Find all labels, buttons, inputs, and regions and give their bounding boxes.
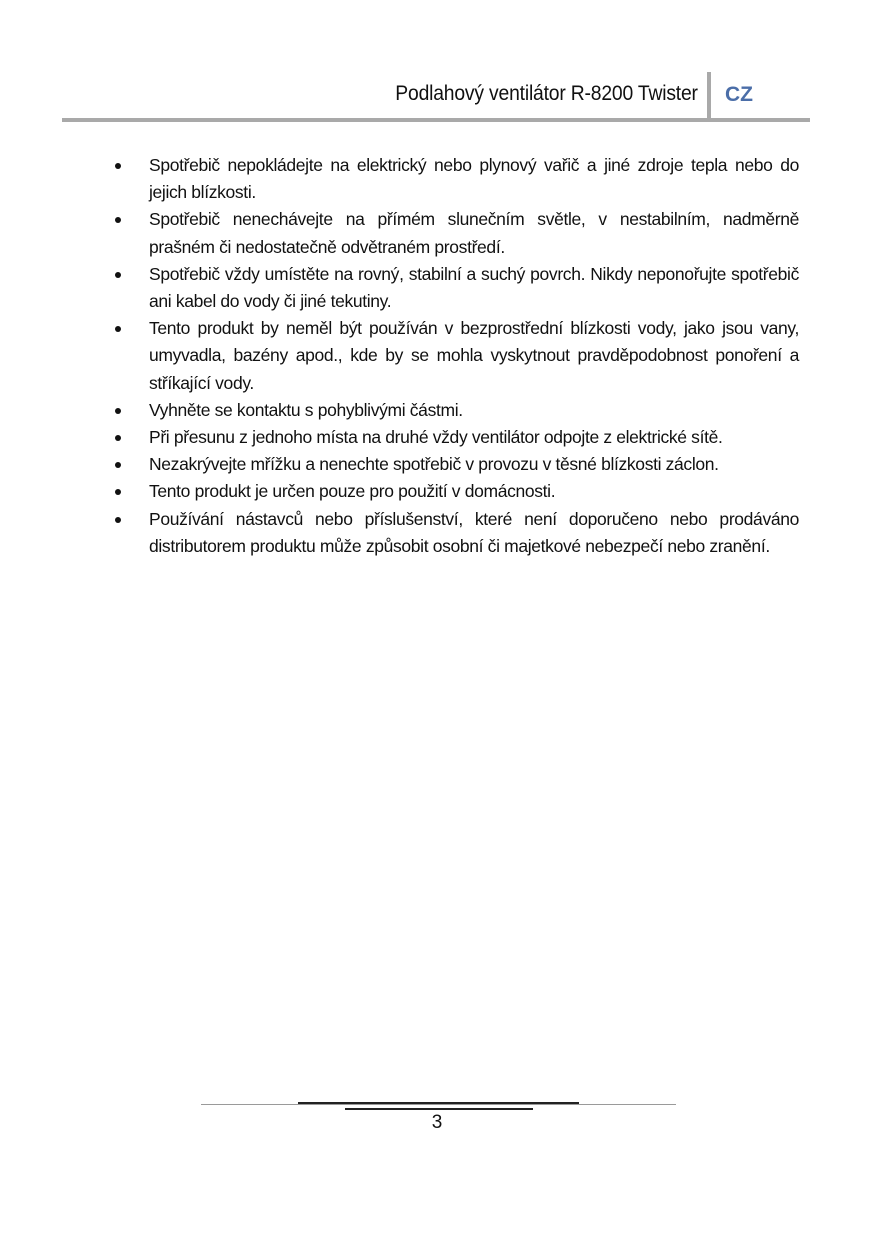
header-rule xyxy=(62,118,810,122)
list-item xyxy=(110,206,799,260)
language-code: CZ xyxy=(725,83,753,106)
footer-rule-lower xyxy=(345,1108,533,1110)
list-item-text: Spotřebič nenechávejte na přímém slunečním světle, v nestabilním, nadměrně prašném či nedostatečně odvětraném prostředí. xyxy=(149,209,799,257)
safety-instructions xyxy=(110,152,799,560)
bullet-icon xyxy=(115,217,121,223)
header-separator xyxy=(707,72,711,118)
footer-rule-upper xyxy=(298,1102,579,1104)
list-item-text: Tento produkt je určen pouze pro použití v domácnosti. xyxy=(149,481,556,502)
page-number: 3 xyxy=(431,1112,443,1133)
bullet-list xyxy=(110,152,799,560)
list-item-text: Používání nástavců nebo příslušenství, které není doporučeno nebo prodáváno distributorem produktu může způsobit osobní či majetkové nebezpečí nebo zranění. xyxy=(149,508,799,556)
list-item xyxy=(110,397,799,424)
list-item-text: Spotřebič vždy umístěte na rovný, stabilní a suchý povrch. Nikdy neponořujte spotřebič ani kabel do vody či jiné tekutiny. xyxy=(149,263,799,312)
bullet-icon xyxy=(115,272,121,278)
list-item xyxy=(110,315,799,397)
footer-rule xyxy=(201,1104,676,1105)
page-header xyxy=(62,72,810,124)
list-item xyxy=(110,424,799,451)
list-item-text: Vyhněte se kontaktu s pohyblivými částmi. xyxy=(149,399,463,420)
list-item xyxy=(110,478,799,505)
bullet-icon xyxy=(115,435,121,441)
bullet-icon xyxy=(115,462,121,468)
bullet-icon xyxy=(115,163,121,169)
list-item-text: Při přesunu z jednoho místa na druhé vždy ventilátor odpojte z elektrické sítě. xyxy=(149,427,723,448)
bullet-icon xyxy=(115,408,121,414)
list-item-text: Nezakrývejte mřížku a nenechte spotřebič v provozu v těsné blízkosti záclon. xyxy=(149,454,719,475)
bullet-icon xyxy=(115,326,121,332)
list-item xyxy=(110,451,799,478)
bullet-icon xyxy=(115,517,121,523)
list-item-text: Spotřebič nepokládejte na elektrický nebo plynový vařič a jiné zdroje tepla nebo do jejich blízkosti. xyxy=(149,155,799,203)
list-item xyxy=(110,506,799,560)
document-title: Podlahový ventilátor R-8200 Twister xyxy=(395,82,698,105)
list-item xyxy=(110,152,799,206)
list-item xyxy=(110,261,799,315)
list-item-text: Tento produkt by neměl být používán v bezprostřední blízkosti vody, jako jsou vany, umyvadla, bazény apod., kde by se mohla vyskytnout pravděpodobnost ponoření a stříkající vody. xyxy=(149,318,799,393)
bullet-icon xyxy=(115,489,121,495)
